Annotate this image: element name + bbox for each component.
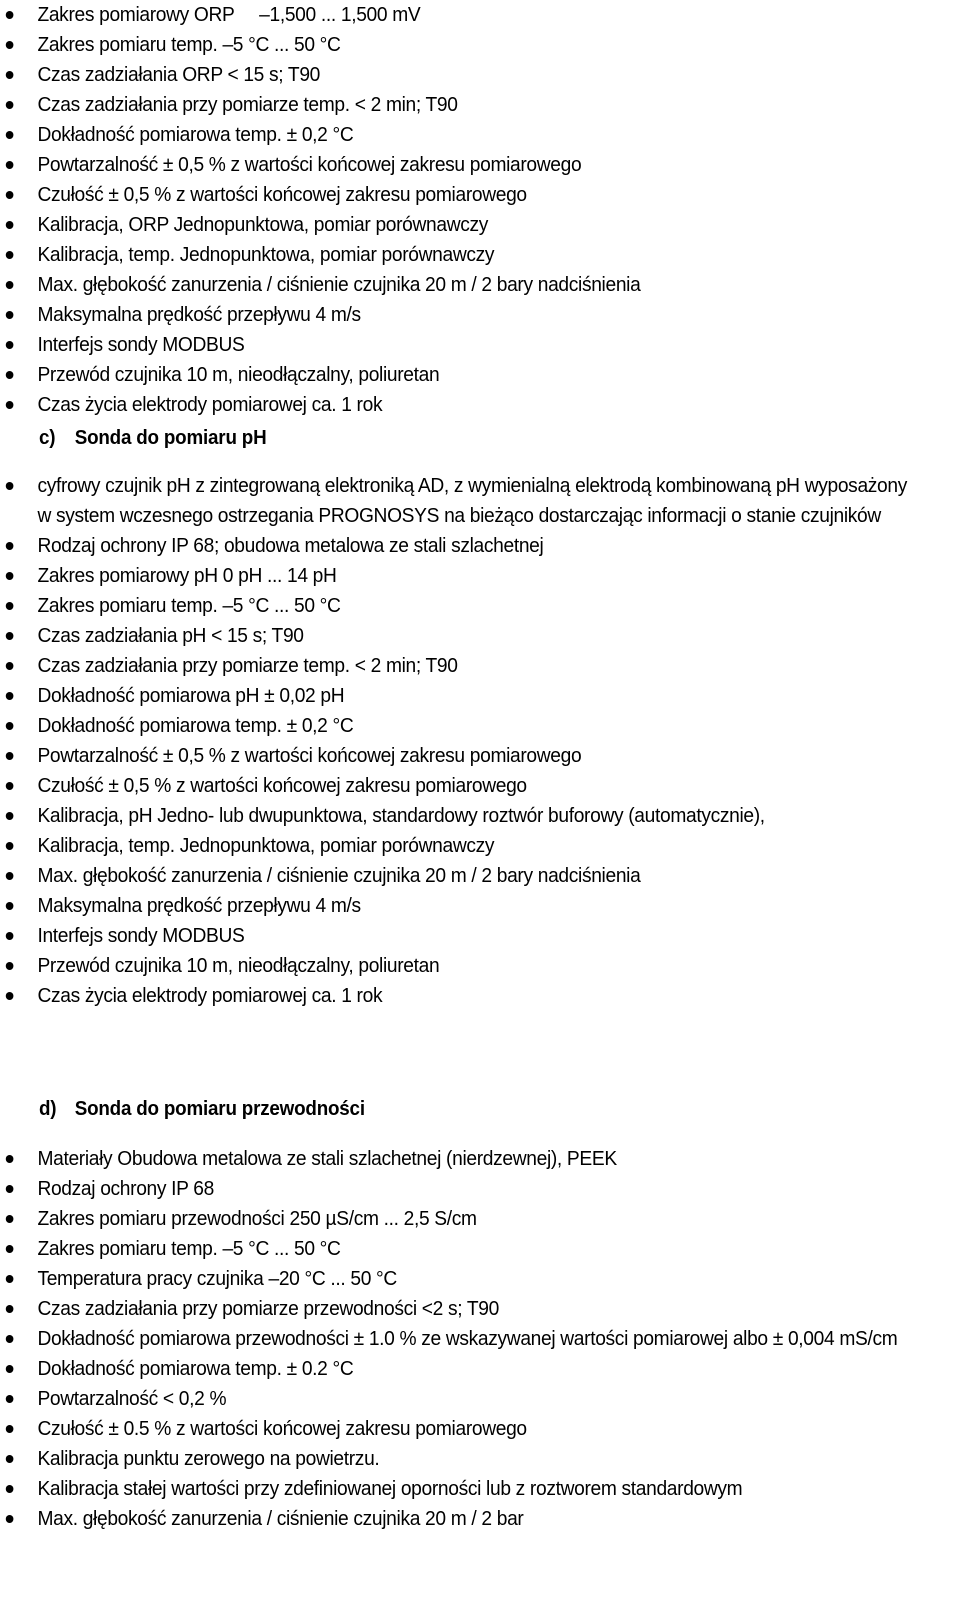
- bullet-icon: [6, 872, 14, 880]
- bullet-icon: [6, 41, 14, 49]
- list-item: Maksymalna prędkość przepływu 4 m/s: [0, 891, 922, 921]
- list-item: Zakres pomiaru temp. –5 °C ... 50 °C: [0, 591, 922, 621]
- list-item: Czas zadziałania przy pomiarze temp. < 2 min; T90: [0, 90, 922, 120]
- section-c-heading: [39, 423, 266, 453]
- list-item: Czułość ± 0.5 % z wartości końcowej zakresu pomiarowego: [0, 1414, 922, 1444]
- list-item: Max. głębokość zanurzenia / ciśnienie czujnika 20 m / 2 bary nadciśnienia: [0, 861, 922, 891]
- bullet-icon: [6, 542, 14, 550]
- bullet-icon: [6, 251, 14, 259]
- bullet-icon: [6, 101, 14, 109]
- list-item: Przewód czujnika 10 m, nieodłączalny, poliuretan: [0, 951, 922, 981]
- list-item: Czas życia elektrody pomiarowej ca. 1 rok: [0, 981, 922, 1011]
- list-item: Materiały Obudowa metalowa ze stali szlachetnej (nierdzewnej), PEEK: [0, 1144, 922, 1174]
- bullet-icon: [6, 1275, 14, 1283]
- section-title: Sonda do pomiaru przewodności: [74, 1098, 365, 1120]
- list-item: Kalibracja, pH Jedno- lub dwupunktowa, standardowy roztwór buforowy (automatycznie),: [0, 801, 922, 831]
- list-item: Interfejs sondy MODBUS: [0, 921, 922, 951]
- list-item: Rodzaj ochrony IP 68; obudowa metalowa ze stali szlachetnej: [0, 531, 922, 561]
- section-marker: c): [39, 427, 56, 449]
- bullet-icon: [6, 932, 14, 940]
- bullet-icon: [6, 341, 14, 349]
- bullet-icon: [6, 722, 14, 730]
- bullet-icon: [6, 632, 14, 640]
- bullet-icon: [6, 842, 14, 850]
- bullet-icon: [6, 1245, 14, 1253]
- bullet-icon: [6, 1185, 14, 1193]
- bullet-icon: [6, 11, 14, 19]
- list-item: Czas zadziałania przy pomiarze przewodności <2 s; T90: [0, 1294, 922, 1324]
- list-item: Czas życia elektrody pomiarowej ca. 1 rok: [0, 390, 922, 420]
- list-item: Zakres pomiaru temp. –5 °C ... 50 °C: [0, 30, 922, 60]
- list-item: Przewód czujnika 10 m, nieodłączalny, poliuretan: [0, 360, 922, 390]
- list-item: Temperatura pracy czujnika –20 °C ... 50 °C: [0, 1264, 922, 1294]
- list-item: Maksymalna prędkość przepływu 4 m/s: [0, 300, 922, 330]
- bullet-icon: [6, 812, 14, 820]
- section-d-heading: [39, 1094, 365, 1124]
- list-item: Dokładność pomiarowa temp. ± 0.2 °C: [0, 1354, 922, 1384]
- bullet-icon: [6, 1215, 14, 1223]
- list-item: Dokładność pomiarowa temp. ± 0,2 °C: [0, 711, 922, 741]
- bullet-icon: [6, 1425, 14, 1433]
- bullet-icon: [6, 281, 14, 289]
- bullet-icon: [6, 482, 14, 490]
- bullet-icon: [6, 311, 14, 319]
- bullet-icon: [6, 191, 14, 199]
- bullet-icon: [6, 662, 14, 670]
- bullet-icon: [6, 131, 14, 139]
- list-item: Kalibracja, temp. Jednopunktowa, pomiar porównawczy: [0, 240, 922, 270]
- section-title: Sonda do pomiaru pH: [74, 427, 267, 449]
- bullet-icon: [6, 1365, 14, 1373]
- bullet-icon: [6, 962, 14, 970]
- list-item: Czułość ± 0,5 % z wartości końcowej zakresu pomiarowego: [0, 180, 922, 210]
- section-marker: d): [39, 1098, 57, 1120]
- ph-spec-list: [0, 471, 960, 1011]
- list-item: Kalibracja, ORP Jednopunktowa, pomiar porównawczy: [0, 210, 922, 240]
- list-item: Zakres pomiaru przewodności 250 µS/cm ... 2,5 S/cm: [0, 1204, 922, 1234]
- bullet-icon: [6, 1305, 14, 1313]
- list-item: Interfejs sondy MODBUS: [0, 330, 922, 360]
- bullet-icon: [6, 572, 14, 580]
- list-item: Kalibracja stałej wartości przy zdefiniowanej oporności lub z roztworem standardowym: [0, 1474, 922, 1504]
- list-item: Zakres pomiaru temp. –5 °C ... 50 °C: [0, 1234, 922, 1264]
- list-item: Dokładność pomiarowa pH ± 0,02 pH: [0, 681, 922, 711]
- list-item: Dokładność pomiarowa temp. ± 0,2 °C: [0, 120, 922, 150]
- bullet-icon: [6, 161, 14, 169]
- bullet-icon: [6, 602, 14, 610]
- list-item: Rodzaj ochrony IP 68: [0, 1174, 922, 1204]
- list-item: Czas zadziałania ORP < 15 s; T90: [0, 60, 922, 90]
- bullet-icon: [6, 692, 14, 700]
- bullet-icon: [6, 992, 14, 1000]
- bullet-icon: [6, 1155, 14, 1163]
- bullet-icon: [6, 902, 14, 910]
- bullet-icon: [6, 71, 14, 79]
- bullet-icon: [6, 1485, 14, 1493]
- list-item: Czas zadziałania przy pomiarze temp. < 2 min; T90: [0, 651, 922, 681]
- bullet-icon: [6, 1395, 14, 1403]
- bullet-icon: [6, 1515, 14, 1523]
- bullet-icon: [6, 752, 14, 760]
- list-item: Max. głębokość zanurzenia / ciśnienie czujnika 20 m / 2 bar: [0, 1504, 922, 1534]
- list-item: Czułość ± 0,5 % z wartości końcowej zakresu pomiarowego: [0, 771, 922, 801]
- list-item: Kalibracja punktu zerowego na powietrzu.: [0, 1444, 922, 1474]
- list-item: Dokładność pomiarowa przewodności ± 1.0 % ze wskazywanej wartości pomiarowej albo ± 0,004 mS/cm: [0, 1324, 922, 1354]
- bullet-icon: [6, 401, 14, 409]
- list-item: Powtarzalność ± 0,5 % z wartości końcowej zakresu pomiarowego: [0, 150, 922, 180]
- list-item: Zakres pomiarowy pH 0 pH ... 14 pH: [0, 561, 922, 591]
- list-item: Max. głębokość zanurzenia / ciśnienie czujnika 20 m / 2 bary nadciśnienia: [0, 270, 922, 300]
- list-item: Powtarzalność < 0,2 %: [0, 1384, 922, 1414]
- bullet-icon: [6, 782, 14, 790]
- conductivity-spec-list: [0, 1144, 960, 1534]
- bullet-icon: [6, 1335, 14, 1343]
- bullet-icon: [6, 371, 14, 379]
- list-item: Czas zadziałania pH < 15 s; T90: [0, 621, 922, 651]
- orp-spec-list: [0, 0, 960, 420]
- list-item: Powtarzalność ± 0,5 % z wartości końcowej zakresu pomiarowego: [0, 741, 922, 771]
- bullet-icon: [6, 221, 14, 229]
- list-item: Zakres pomiarowy ORP –1,500 ... 1,500 mV: [0, 0, 922, 30]
- list-item: cyfrowy czujnik pH z zintegrowaną elektroniką AD, z wymienialną elektrodą kombinowaną pH wyposażony w system wczesnego ostrzegania PROGNOSYS na bieżąco dostarczając informacji o stanie czujników: [0, 471, 922, 531]
- list-item: Kalibracja, temp. Jednopunktowa, pomiar porównawczy: [0, 831, 922, 861]
- bullet-icon: [6, 1455, 14, 1463]
